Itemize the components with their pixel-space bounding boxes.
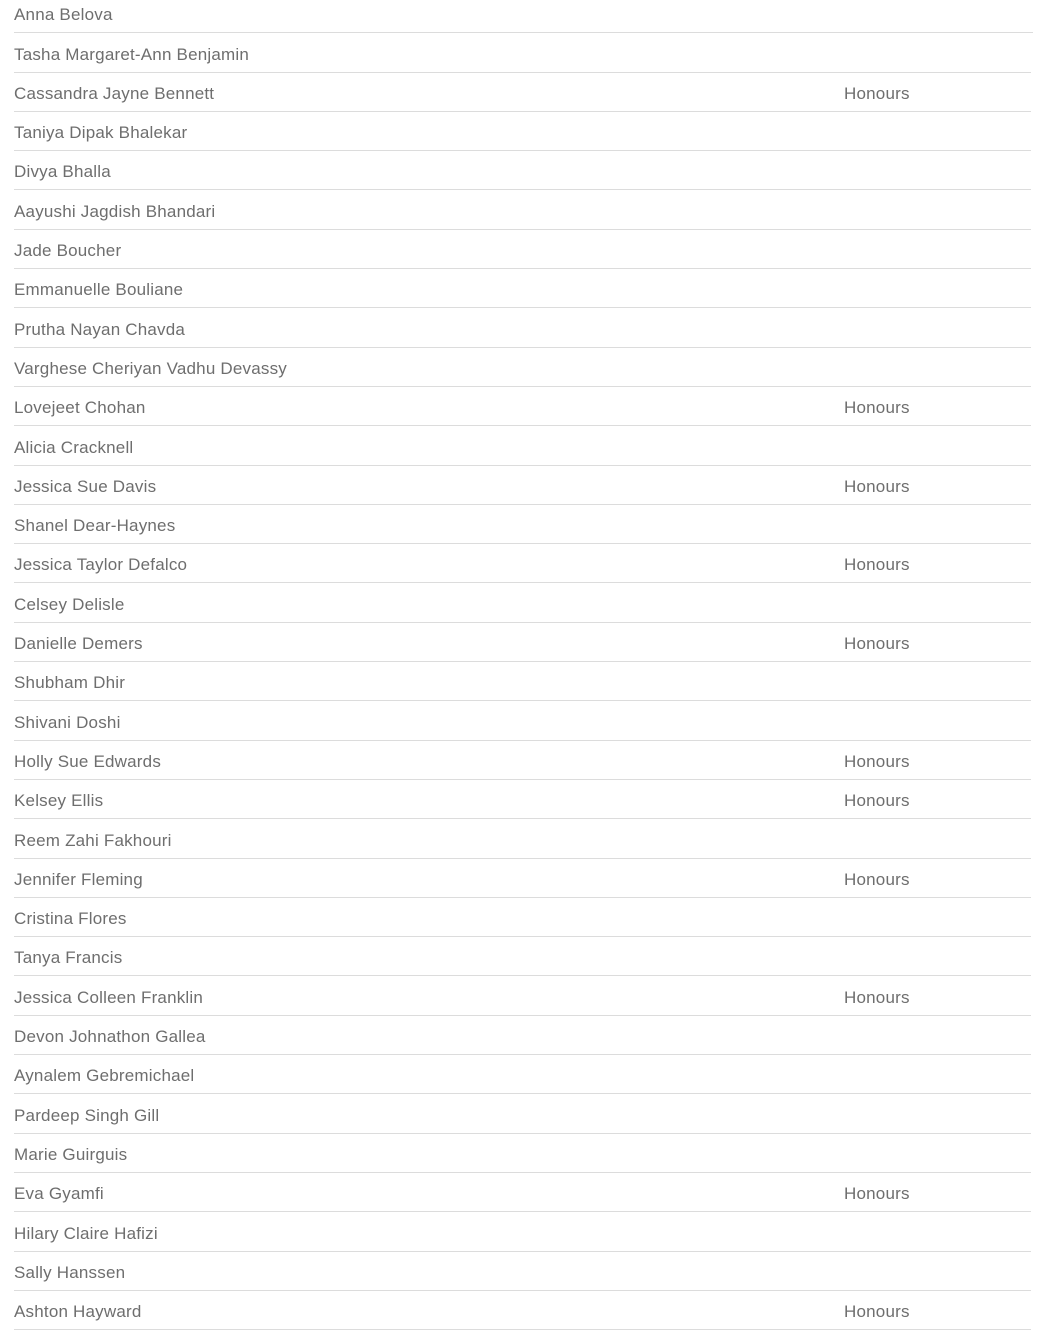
table-row: [14, 466, 1031, 505]
table-row: [14, 544, 1031, 583]
table-row: [14, 662, 1031, 701]
table-row: [14, 308, 1031, 347]
graduate-name: Danielle Demers: [14, 634, 143, 654]
table-row: [14, 701, 1031, 740]
table-row: [14, 1134, 1031, 1173]
honours-label: Honours: [844, 555, 910, 575]
table-row: [14, 1252, 1031, 1291]
table-row: [14, 505, 1031, 544]
table-row: [14, 741, 1031, 780]
graduate-name: Jessica Colleen Franklin: [14, 987, 204, 1007]
graduate-name: Tasha Margaret-Ann Benjamin: [14, 44, 250, 64]
table-row: [14, 151, 1031, 190]
table-row: [14, 269, 1031, 308]
graduate-name: Ashton Hayward: [14, 1302, 142, 1322]
graduate-name: Pardeep Singh Gill: [14, 1105, 160, 1125]
table-row: [14, 1212, 1031, 1251]
table-row: [14, 426, 1031, 465]
graduate-name: Devon Johnathon Gallea: [14, 1027, 206, 1047]
honours-label: Honours: [844, 476, 910, 496]
graduate-name: Tanya Francis: [14, 948, 123, 968]
table-row: [14, 348, 1031, 387]
honours-label: Honours: [844, 751, 910, 771]
table-row: [14, 73, 1031, 112]
graduate-name: Sally Hanssen: [14, 1262, 126, 1282]
graduate-name: Alicia Cracknell: [14, 437, 134, 457]
table-row: [14, 1173, 1031, 1212]
graduate-name: Anna Belova: [14, 5, 113, 25]
table-row: [14, 898, 1031, 937]
table-row: [14, 112, 1031, 151]
graduate-name: Prutha Nayan Chavda: [14, 319, 186, 339]
table-row: [14, 583, 1031, 622]
graduate-name: Taniya Dipak Bhalekar: [14, 123, 188, 143]
graduate-name: Reem Zahi Fakhouri: [14, 830, 172, 850]
table-row: [14, 819, 1031, 858]
graduate-name: Jessica Sue Davis: [14, 476, 157, 496]
table-row: [14, 1016, 1031, 1055]
graduate-name: Eva Gyamfi: [14, 1184, 104, 1204]
table-row: [14, 937, 1031, 976]
table-row: [14, 190, 1031, 229]
graduate-name: Jessica Taylor Defalco: [14, 555, 188, 575]
graduate-name: Emmanuelle Bouliane: [14, 280, 184, 300]
graduate-name: Cristina Flores: [14, 909, 127, 929]
table-row: [14, 780, 1031, 819]
table-row: [14, 976, 1031, 1015]
table-row: [14, 0, 1033, 33]
table-row: [14, 1055, 1031, 1094]
honours-label: Honours: [844, 791, 910, 811]
table-row: [14, 1094, 1031, 1133]
table-row: [14, 859, 1031, 898]
honours-label: Honours: [844, 634, 910, 654]
table-row: [14, 33, 1031, 72]
graduate-name: Hilary Claire Hafizi: [14, 1223, 158, 1243]
graduate-name: Kelsey Ellis: [14, 791, 104, 811]
honours-label: Honours: [844, 1184, 910, 1204]
table-row: [14, 230, 1031, 269]
honours-label: Honours: [844, 987, 910, 1007]
graduate-name: Divya Bhalla: [14, 162, 111, 182]
graduate-list: [14, 0, 1031, 1330]
graduate-name: Varghese Cheriyan Vadhu Devassy: [14, 358, 287, 378]
graduate-name: Cassandra Jayne Bennett: [14, 83, 215, 103]
honours-label: Honours: [844, 398, 910, 418]
table-row: [14, 1291, 1031, 1330]
graduate-name: Shubham Dhir: [14, 673, 126, 693]
graduate-name: Jennifer Fleming: [14, 869, 143, 889]
table-row: [14, 623, 1031, 662]
graduate-name: Shivani Doshi: [14, 712, 121, 732]
graduate-name: Aayushi Jagdish Bhandari: [14, 201, 216, 221]
honours-label: Honours: [844, 83, 910, 103]
table-row: [14, 387, 1031, 426]
graduate-name: Aynalem Gebremichael: [14, 1066, 195, 1086]
honours-label: Honours: [844, 869, 910, 889]
graduate-name: Lovejeet Chohan: [14, 398, 146, 418]
graduate-name: Holly Sue Edwards: [14, 751, 162, 771]
graduate-name: Shanel Dear-Haynes: [14, 516, 176, 536]
graduate-name: Marie Guirguis: [14, 1144, 128, 1164]
graduate-name: Jade Boucher: [14, 241, 122, 261]
graduate-name: Celsey Delisle: [14, 594, 125, 614]
honours-label: Honours: [844, 1302, 910, 1322]
